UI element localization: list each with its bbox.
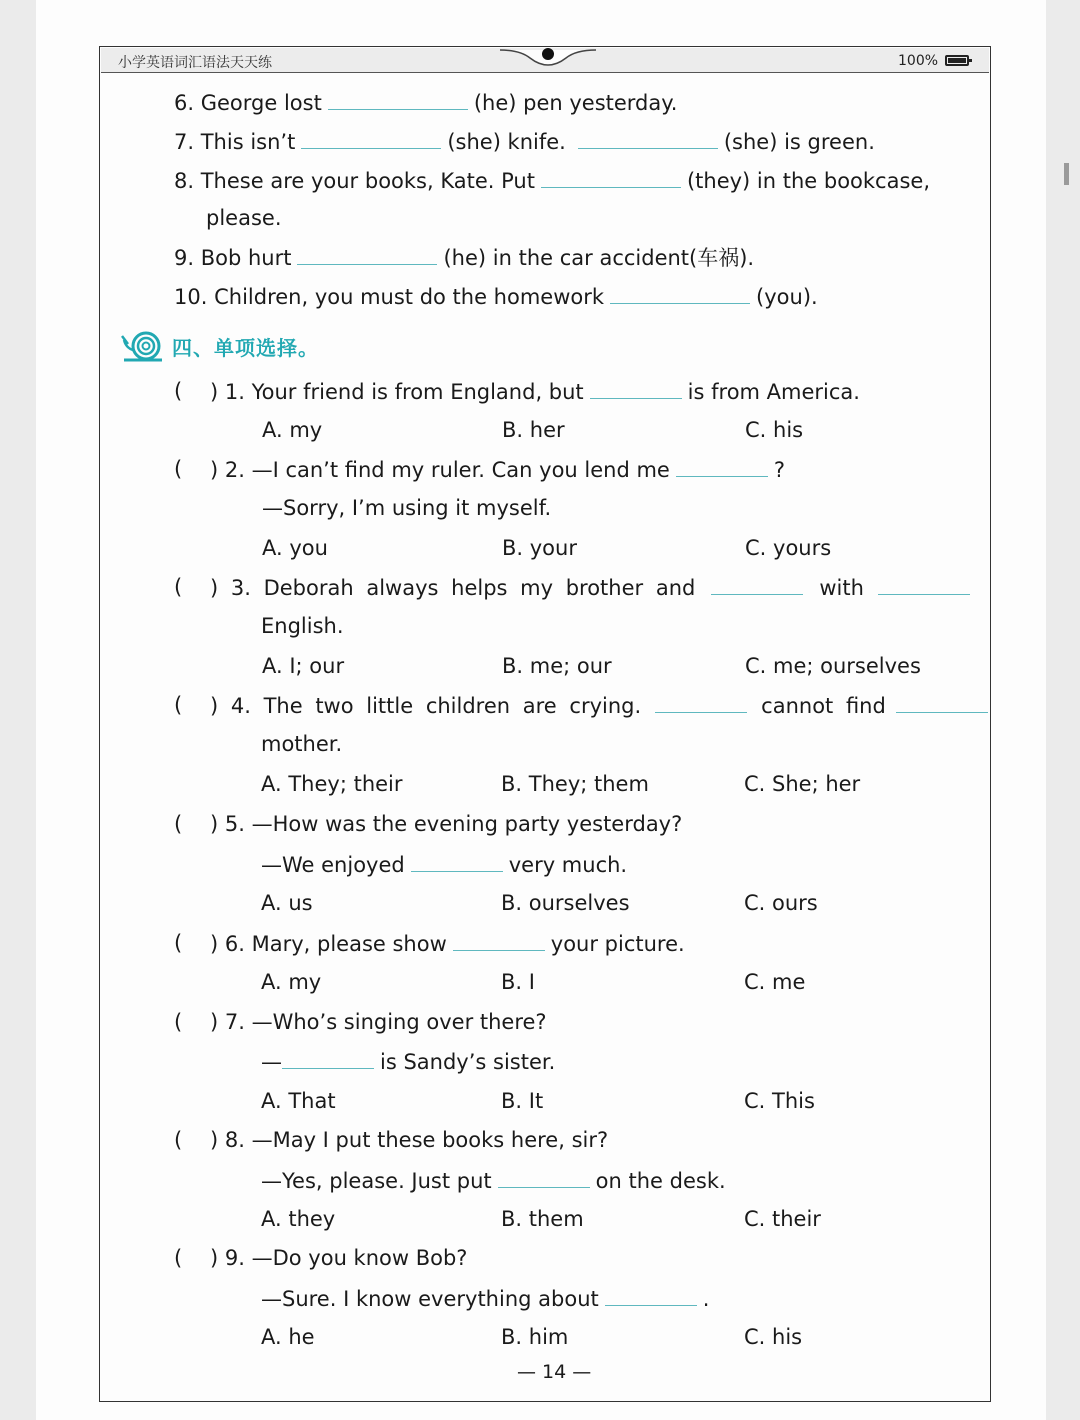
option-a[interactable]: A. you xyxy=(262,536,328,560)
option-b[interactable]: B. I xyxy=(501,970,535,994)
question-3-cont: English. xyxy=(261,614,344,638)
answer-paren[interactable]: ( xyxy=(174,693,183,717)
answer-blank[interactable] xyxy=(878,574,970,595)
option-b[interactable]: B. ourselves xyxy=(501,891,630,915)
answer-blank[interactable] xyxy=(578,128,718,149)
question-9-reply: —Sure. I know everything about . xyxy=(261,1287,710,1311)
question-3: ) 3. Deborah always helps my brother and with xyxy=(210,574,976,601)
option-a[interactable]: A. my xyxy=(262,418,323,442)
option-a[interactable]: A. he xyxy=(261,1325,315,1349)
question-7-reply: — is Sandy’s sister. xyxy=(261,1050,556,1074)
question-2: ) 2. —I can’t find my ruler. Can you lend me ? xyxy=(210,458,786,482)
option-c[interactable]: C. She; her xyxy=(744,772,861,796)
option-b[interactable]: B. him xyxy=(501,1325,569,1349)
answer-paren[interactable]: ( xyxy=(174,931,183,955)
question-2-reply: —Sorry, I’m using it myself. xyxy=(262,496,552,520)
answer-blank[interactable] xyxy=(411,851,503,872)
answer-paren[interactable]: ( xyxy=(174,812,183,836)
option-b[interactable]: B. them xyxy=(501,1207,584,1231)
answer-paren[interactable]: ( xyxy=(174,1246,183,1270)
question-8: ) 8. —May I put these books here, sir? xyxy=(210,1128,609,1152)
option-c[interactable]: C. This xyxy=(744,1089,815,1113)
book-title: 小学英语词汇语法天天练 xyxy=(118,55,272,71)
answer-blank[interactable] xyxy=(655,692,747,713)
answer-blank[interactable] xyxy=(297,244,437,265)
question-6: ) 6. Mary, please show your picture. xyxy=(210,932,685,956)
question-8-reply: —Yes, please. Just put on the desk. xyxy=(261,1169,726,1193)
option-c[interactable]: C. me xyxy=(744,970,806,994)
option-c[interactable]: C. ours xyxy=(744,891,818,915)
option-a[interactable]: A. They; their xyxy=(261,772,403,796)
question-9: ) 9. —Do you know Bob? xyxy=(210,1246,468,1270)
option-b[interactable]: B. me; our xyxy=(502,654,612,678)
answer-paren[interactable]: ( xyxy=(174,457,183,481)
section-title: 四、单项选择。 xyxy=(172,335,319,360)
answer-blank[interactable] xyxy=(590,378,682,399)
option-a[interactable]: A. they xyxy=(261,1207,336,1231)
answer-blank[interactable] xyxy=(896,692,988,713)
answer-blank[interactable] xyxy=(610,283,750,304)
answer-blank[interactable] xyxy=(711,574,803,595)
question-5-reply: —We enjoyed very much. xyxy=(261,853,628,877)
question-1: ) 1. Your friend is from England, but is from America. xyxy=(210,380,860,404)
answer-blank[interactable] xyxy=(328,89,468,110)
fill-item-8: 8. These are your books, Kate. Put (they) in the bookcase, xyxy=(174,169,931,193)
option-c[interactable]: C. me; ourselves xyxy=(745,654,921,678)
option-b[interactable]: B. your xyxy=(502,536,577,560)
answer-blank[interactable] xyxy=(605,1285,697,1306)
snail-icon xyxy=(120,330,164,362)
question-4: ) 4. The two little children are crying. cannot find xyxy=(210,692,994,719)
answer-paren[interactable]: ( xyxy=(174,1128,183,1152)
answer-blank[interactable] xyxy=(301,128,441,149)
page-number: — 14 — xyxy=(517,1361,592,1383)
option-a[interactable]: A. us xyxy=(261,891,313,915)
question-5: ) 5. —How was the evening party yesterday? xyxy=(210,812,683,836)
scrollbar-thumb[interactable] xyxy=(1064,163,1069,185)
answer-blank[interactable] xyxy=(541,167,681,188)
option-c[interactable]: C. yours xyxy=(745,536,832,560)
battery-percent: 100% xyxy=(898,53,939,69)
fill-item-6: 6. George lost (he) pen yesterday. xyxy=(174,91,678,115)
answer-blank[interactable] xyxy=(676,456,768,477)
option-c[interactable]: C. his xyxy=(744,1325,803,1349)
option-c[interactable]: C. his xyxy=(745,418,804,442)
answer-paren[interactable]: ( xyxy=(174,575,183,599)
fill-item-9: 9. Bob hurt (he) in the car accident(车祸). xyxy=(174,246,755,270)
answer-blank[interactable] xyxy=(453,930,545,951)
answer-blank[interactable] xyxy=(498,1167,590,1188)
fill-item-7: 7. This isn’t (she) knife. (she) is green. xyxy=(174,130,875,154)
option-b[interactable]: B. her xyxy=(502,418,565,442)
fill-item-8-cont: please. xyxy=(206,206,282,230)
option-b[interactable]: B. They; them xyxy=(501,772,649,796)
question-4-cont: mother. xyxy=(261,732,343,756)
answer-blank[interactable] xyxy=(282,1048,374,1069)
fill-item-10: 10. Children, you must do the homework (you). xyxy=(174,285,818,309)
option-b[interactable]: B. It xyxy=(501,1089,544,1113)
option-c[interactable]: C. their xyxy=(744,1207,821,1231)
answer-paren[interactable]: ( xyxy=(174,379,183,403)
question-7: ) 7. —Who’s singing over there? xyxy=(210,1010,547,1034)
option-a[interactable]: A. That xyxy=(261,1089,336,1113)
section-heading xyxy=(120,330,319,362)
option-a[interactable]: A. my xyxy=(261,970,322,994)
option-a[interactable]: A. I; our xyxy=(262,654,345,678)
answer-paren[interactable]: ( xyxy=(174,1010,183,1034)
